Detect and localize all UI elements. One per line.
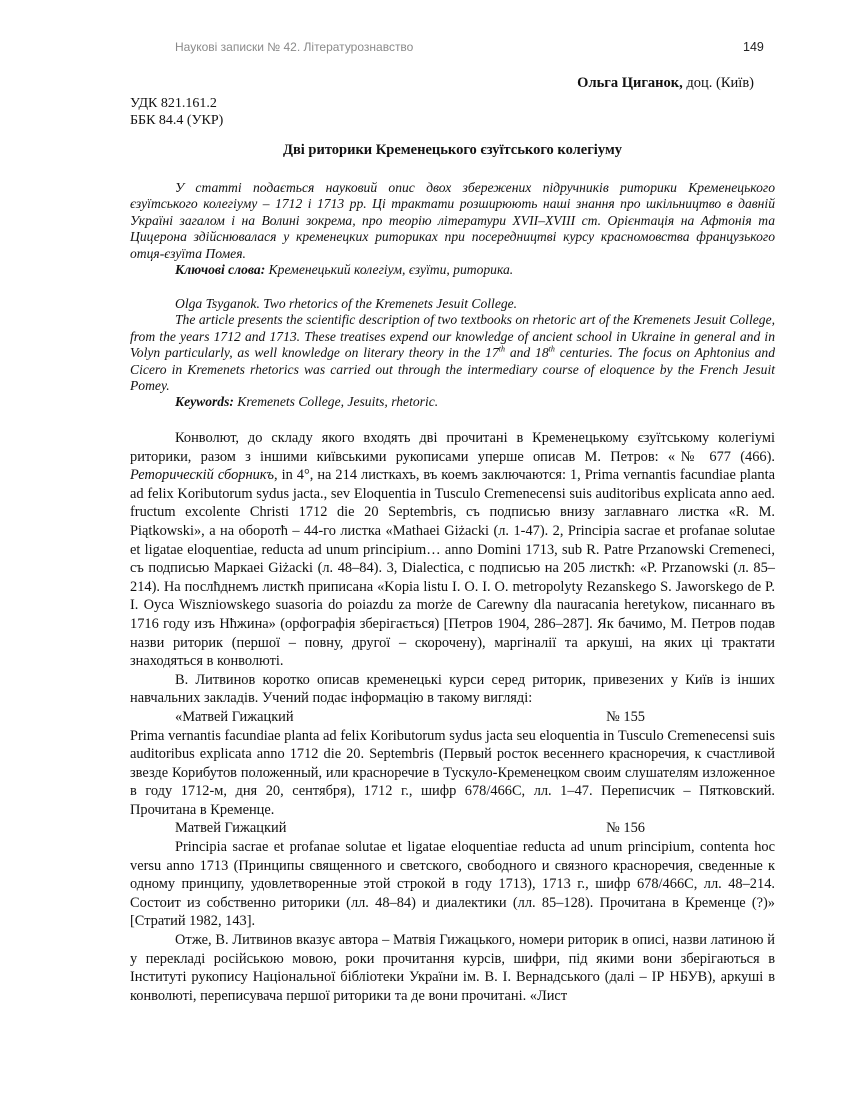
running-header: Наукові записки № 42. Літературознавство <box>175 40 414 54</box>
abstract-english <box>130 296 775 411</box>
keywords-en-label: Keywords: <box>175 394 234 410</box>
keywords-en-list: Kremenets College, Jesuits, rhetoric. <box>233 394 439 410</box>
keywords-ua-label: Ключові слова: <box>175 262 266 278</box>
author-line <box>577 75 754 92</box>
bbk-code: ББК 84.4 (УКР) <box>130 113 224 128</box>
paragraph-2: В. Литвинов коротко описав кременецькі курси серед риторик, привезених у Київ із інших навчальних закладів. Учений подає інформацію в такому вигляді: <box>130 671 775 707</box>
catalog-entry-155-header <box>130 708 775 727</box>
abstract-ukrainian <box>130 180 775 278</box>
abstract-ua-text: У статті подається науковий опис двох збережених підручників риторики Кременецького єзуїтського колегіуму – 1712 і 1713 рр. Ці трактати розширюють наші знання про шкільництво в давній Україні загалом і на Волині зокрема, про теорію літератури XVII–XVIII ст. Орієнтація на Афтонія та Цицерона здійснювалася у кременецких риториках при посередництві курсу красномовства французького отця-єзуїта Помея. <box>130 180 775 261</box>
paragraph-1-part-a: Конволют, до складу якого входять дві прочитані в Кременецькому єзуїтському колегіумі риторики, разом з іншими київськими рукописами уперше описав М. Петров: «№ 677 (466). <box>130 430 775 465</box>
paragraph-3: Отже, В. Литвинов вказує автора – Матвія Гижацького, номери риторик в описі, назви латиною й у перекладі російською мовою, роки прочитання курсів, шифри, під якими вони зберігаються в Інституті рукопису Національної бібліотеки України ім. В. І. Вернадського (далі – ІР НБУВ), аркуші в конволюті, переписувача першої риторики та де вони прочитані. «Лист <box>130 932 775 1004</box>
paragraph-1 <box>130 429 775 671</box>
superscript-th-17: th <box>498 344 505 354</box>
udk-code: УДК 821.161.2 <box>130 96 217 111</box>
superscript-th-18: th <box>548 344 555 354</box>
keywords-ua <box>130 262 775 278</box>
article-title: Дві риторики Кременецького єзуїтського колегіуму <box>282 142 623 158</box>
entry-155-author: «Матвей Гижацкий <box>175 708 294 725</box>
catalog-entry-155-text: Prima vernantis facundiae planta ad felix Koributorum sydus jacta seu eloquentia in Tusculo Cremenecensi suis auditoribus explicata anno 1712 die 20. Septembris (Первый росток весеннего красноречия, к счастливой звезде Корибутов положенный, или красноречие в Тускуло-Кременецком своим слушателям изложенное в году 1712-м, дня 20, сентября), 1712 г., шифр 678/466С, лл. 1–47. Переписчик – Пятковский. Прочитана в Кременце. <box>130 727 775 818</box>
entry-156-number: № 156 <box>606 820 645 837</box>
main-text <box>130 429 775 1005</box>
keywords-ua-list: Кременецький колегіум, єзуїти, риторика. <box>265 262 514 278</box>
abstract-en-text-part3: centuries. The focus on Aphtonius and Cicero in Kremenets rhetorics was carried out through the intermediary course of eloquence by the French Jesuit Pomey. <box>130 345 775 394</box>
author-name: Ольга Циганок, <box>577 75 683 91</box>
entry-156-author: Матвей Гижацкий <box>175 820 287 837</box>
keywords-en <box>130 394 775 410</box>
abstract-en-text-part2: and 18 <box>505 345 549 361</box>
abstract-en-text <box>130 312 775 394</box>
classification-codes <box>130 95 223 129</box>
author-affiliation: доц. (Київ) <box>682 75 754 91</box>
catalog-entry-156-header <box>130 819 775 838</box>
page-number: 149 <box>743 40 764 54</box>
abstract-en-text-part1: The article presents the scientific description of two textbooks on rhetoric art of the Kremenets Jesuit College, from the years 1712 and 1713. These treatises expend our knowledge of ancient school in Ukraine in general and in Volyn particularly, as well knowledge on literary theory in the 17 <box>130 312 775 361</box>
paragraph-1-part-b: , in 4°, на 214 листкахъ, въ коемъ заключаются: 1, Prima vernantis facundiae planta ad felix Koributorum sydus jacta., sev Eloquentia in Tusculo Cremenecensi suis auditoribus explicata anno aed. fructum excolente Christi 1712 die 20 Septembris, съ подписью внизу заглавнаго листка «R. M. Piątkowski», а на оборотħ – 44-го листка «Mathaei Giżacki (л. 1-47). 2, Principia sacrae et profanae solutae et ligatae eloquentiae, reducta ad unum principium… anno Domini 1713, sub R. Patre Przanowski Cremeneci, съ подписью Маркаеі Giżacki (л. 48–84). 3, Dialectica, с подписью на 205 листкħ: «P. Przanowski (л. 85–214). На послħднемъ листкħ приписана «Kopia listu I. O. I. O. metropolyty Rezanskego S. Jaworskego de P. I. Oyca Wiszniowskego suasoria do poiazdu za morże de Carewny dla nauracania heretykow, писаннаго въ 1716 году изъ Нħжина» (орфографія зберігається) [Петров 1904, 286–287]. Як бачимо, М. Петров подав назви риторик (першої – повну, другої – скорочену), маргіналії та аркуші, на яких ці трактати знаходяться в конволюті. <box>130 467 775 670</box>
paragraph-1-italic-title: Реторическій сборникъ <box>130 467 274 484</box>
entry-155-number: № 155 <box>606 708 645 725</box>
abstract-en-heading: Olga Tsyganok. Two rhetorics of the Kremenets Jesuit College. <box>175 296 518 311</box>
catalog-entry-156-text: Principia sacrae et profanae solutae et ligatae eloquentiae reducta ad unum principium, contenta hoc versu anno 1713 (Принципы священного и светского, свободного и связного красноречия, сведенные к одному принципу, удовлетворенные этой строкой в году 1713), 1713 г., шифр 678/466С, лл. 48–214. Состоит из собственно риторики (лл. 48–84) и диалектики (лл. 85–128). Прочитана в Кременце (?)» [Стратий 1982, 143]. <box>130 839 775 930</box>
